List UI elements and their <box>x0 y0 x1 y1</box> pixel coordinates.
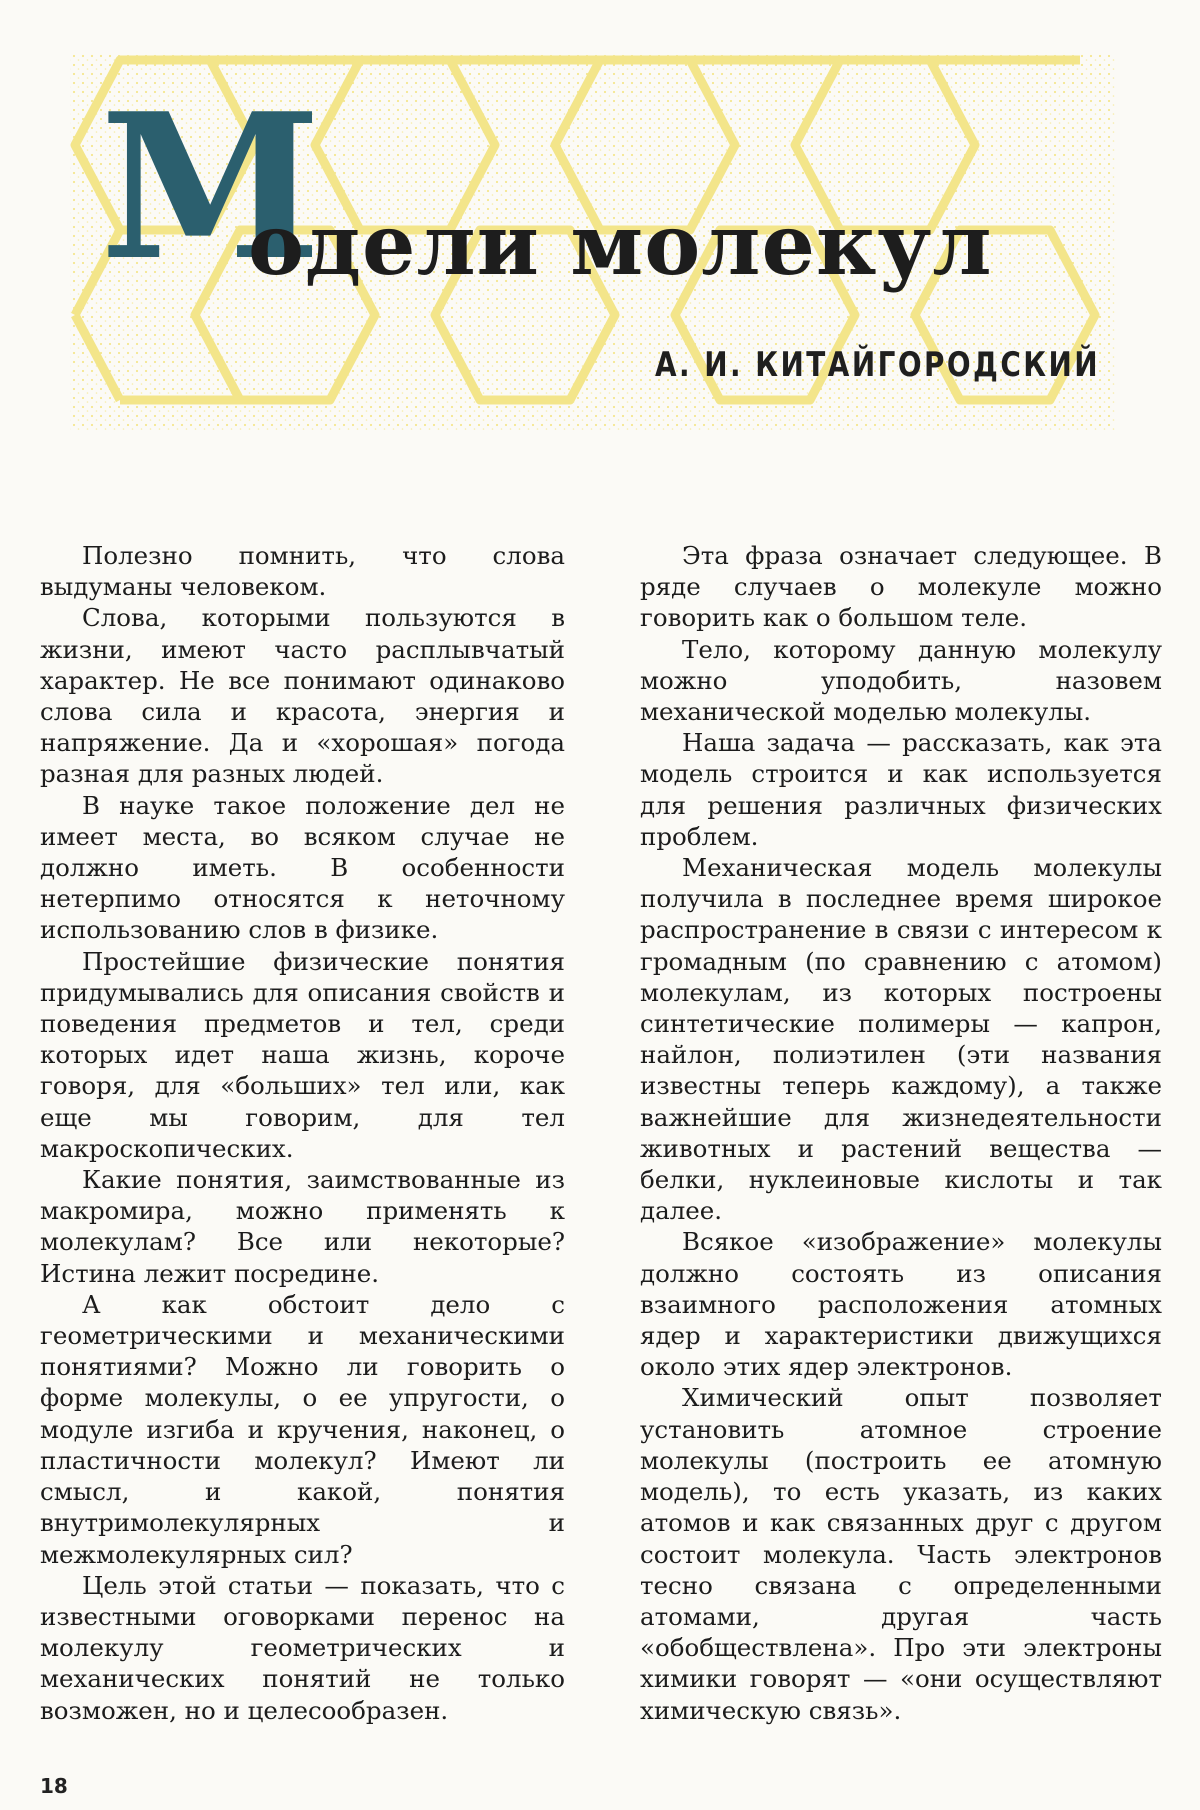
paragraph: Всякое «изображение» молекулы должно состоять из описания взаимного расположения атомных ядер и характеристики движущихся около этих ядер электронов. <box>640 1227 1162 1382</box>
right-column <box>640 540 1162 1726</box>
paragraph: Механическая модель молекулы получила в последнее время широкое распространение в связи с интересом к громадным (по сравнению с атомом) молекулам, из которых построены синтетические полимеры — капрон, найлон, полиэтилен (эти названия известны теперь каждому), а также важнейшие для жизнедеятельности животных и растений вещества — белки, нуклеиновые кислоты и так далее. <box>640 853 1162 1226</box>
paragraph: Тело, которому данную молекулу можно уподобить, назовем механической моделью молекулы. <box>640 634 1162 727</box>
paragraph: Эта фраза означает следующее. В ряде случаев о молекуле можно говорить как о большом теле. <box>640 541 1162 633</box>
paragraph: Простейшие физические понятия придумывались для описания свойств и поведения предметов и тел, среди которых идет наша жизнь, короче говоря, для «больших» тел или, как еще мы говорим, для тел макроскопических. <box>40 946 565 1163</box>
article-title <box>100 70 1120 305</box>
paragraph: В науке такое положение дел не имеет места, во всяком случае не должно иметь. В особенности нетерпимо относятся к неточному использованию слов в физике. <box>40 790 565 945</box>
paragraph: Цель этой статьи — показать, что с известными оговорками перенос на молекулу геометрических и механических понятий не только возможен, но и целесообразен. <box>40 1570 565 1725</box>
paragraph: Химический опыт позволяет установить атомное строение молекулы (построить ее атомную модель), то есть указать, из каких атомов и как связанных друг с другом состоит молекула. Часть электронов тесно связана с определенными атомами, другая часть «обобществлена». Про эти электроны химики говорят — «они осуществляют химическую связь». <box>640 1383 1162 1725</box>
paragraph: Полезно помнить, что слова выдуманы человеком. <box>40 541 565 602</box>
title-initial-letter: М <box>100 70 322 305</box>
author-name: А. И. КИТАЙГОРОДСКИЙ <box>655 345 1101 385</box>
paragraph: Какие понятия, заимствованные из макромира, можно применять к молекулам? Все или некоторые? Истина лежит посредине. <box>40 1165 565 1288</box>
paragraph: Наша задача — рассказать, как эта модель строится и как используется для решения различных физических проблем. <box>640 728 1162 851</box>
paragraph: Слова, которыми пользуются в жизни, имеют часто расплывчатый характер. Не все понимают одинаково слова сила и красота, энергия и напряжение. Да и «хорошая» погода разная для разных людей. <box>40 603 565 789</box>
left-column <box>40 540 565 1726</box>
page-number: 18 <box>40 1774 68 1798</box>
title-text: одели молекул <box>248 195 993 294</box>
paragraph: А как обстоит дело с геометрическими и механическими понятиями? Можно ли говорить о форме молекулы, о ее упругости, о модуле изгиба и кручения, наконец, о пластичности молекул? Имеют ли смысл, и какой, понятия внутримолекулярных и межмолекулярных сил? <box>40 1289 565 1569</box>
